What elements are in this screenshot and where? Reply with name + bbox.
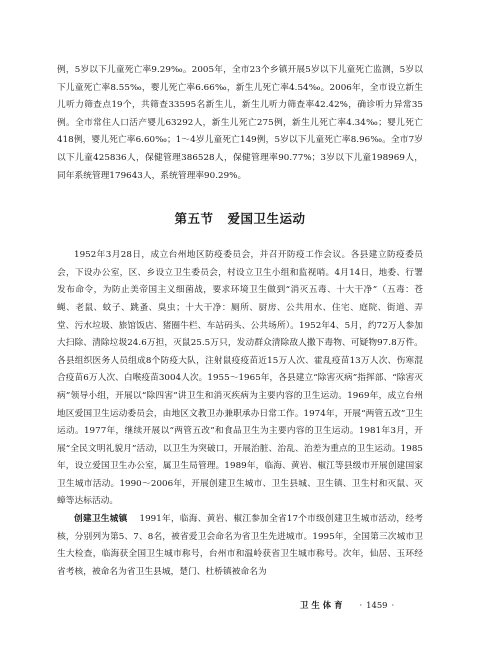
paragraph-history: 1952年3月28日，成立台州地区防疫委员会，并召开防疫工作会议。各县建立防疫委员会，下设办公室，区、乡设立卫生委员会，村设立卫生小组和监视哨。4月14日，地委、行署发布命令，为防止美帝国主义细菌战，要求环境卫生做到“消灭五毒、十大干净”（五毒：苍蝇、老鼠、蚊子、跳蚤、臭虫；十大干净：厕所、厨房、公共用水、住宅、庭院、街道、弄堂、污水垃圾、旅馆饭店、猪圈牛栏、车站码头、公共场所）。1952年4、5月，约72万人参加大扫除、清除垃圾24.6万担，灭鼠25.5万只，发动群众清除敌人撒下毒物、可疑物97.8万件。各县组织医务人员组成8个防疫大队，注射鼠疫疫苗近15万人次、霍乱疫苗13万人次、伤寒混合疫苗6万人次、白喉疫苗3004人次。1955～1965年，各县建立“除害灭病”指挥部、“除害灭病”领导小组，开展以“除四害”讲卫生和消灭疾病为主要内容的卫生运动。1969年，成立台州地区爱国卫生运动委员会，由地区文教卫办兼职承办日常工作。1974年，开展“两管五改”卫生运动。1977年，继续开展以“两管五改”和食品卫生为主要内容的卫生运动。1981年3月，开展“全民文明礼貌月”活动，以卫生为突破口，开展治脏、治乱、治差为重点的卫生运动。1985年，设立爱国卫生办公室，属卫生局管理。1989年，临海、黄岩、椒江等县级市开展创建国家卫生城市活动。1990～2006年，开展创建卫生城市、卫生县城、卫生镇、卫生村和灭鼠、灭蟑等达标活动。 bbox=[57, 250, 423, 507]
section-number: 第五节 bbox=[174, 211, 214, 227]
page-body bbox=[57, 62, 423, 581]
paragraph-lead-heading: 创建卫生城镇 bbox=[74, 514, 128, 525]
section-heading bbox=[57, 209, 423, 227]
footer-separator-dot: · bbox=[359, 600, 363, 610]
section-title: 爱国卫生运动 bbox=[227, 211, 306, 227]
intro-paragraph: 例，5岁以下儿童死亡率9.29‰。2005年，全市23个乡镇开展5岁以下儿童死亡监测，5岁以下儿童死亡率8.55‰，婴儿死亡率6.66‰，新生儿死亡率4.54‰。2006年，全市设立新生儿听力筛查点19个，共筛查33595名新生儿，新生儿听力筛查率42.42%，确诊听力异常35例。全市常住人口活产婴儿63292人，新生儿死亡275例，新生儿死亡率4.34‰；婴儿死亡418例，婴儿死亡率6.60‰；1～4岁儿童死亡149例，5岁以下儿童死亡率8.96‰。全市7岁以下儿童425836人，保健管理386528人，保健管理率90.77%；3岁以下儿童198969人，同年系统管理179643人，系统管理率90.29%。 bbox=[57, 65, 423, 181]
footer-chapter-title: 卫生体育 bbox=[300, 600, 346, 610]
page-number: 1459 bbox=[366, 600, 388, 610]
paragraph-health-city bbox=[57, 511, 423, 581]
paragraph-text: 1991年，临海、黄岩、椒江参加全省17个市级创建卫生城市活动，经考核，分别列为第5、7、8名，被省爱卫会命名为省卫生先进城市。1995年，全国第三次城市卫生大检查，临海获全国卫生城市称号，台州市和温岭获省卫生城市称号。次年，仙居、玉环经省考核，被命名为省卫生县城，楚门、杜桥镇被命名为 bbox=[57, 514, 423, 577]
footer-separator-dot-right: · bbox=[391, 600, 395, 610]
page-footer bbox=[300, 599, 394, 611]
